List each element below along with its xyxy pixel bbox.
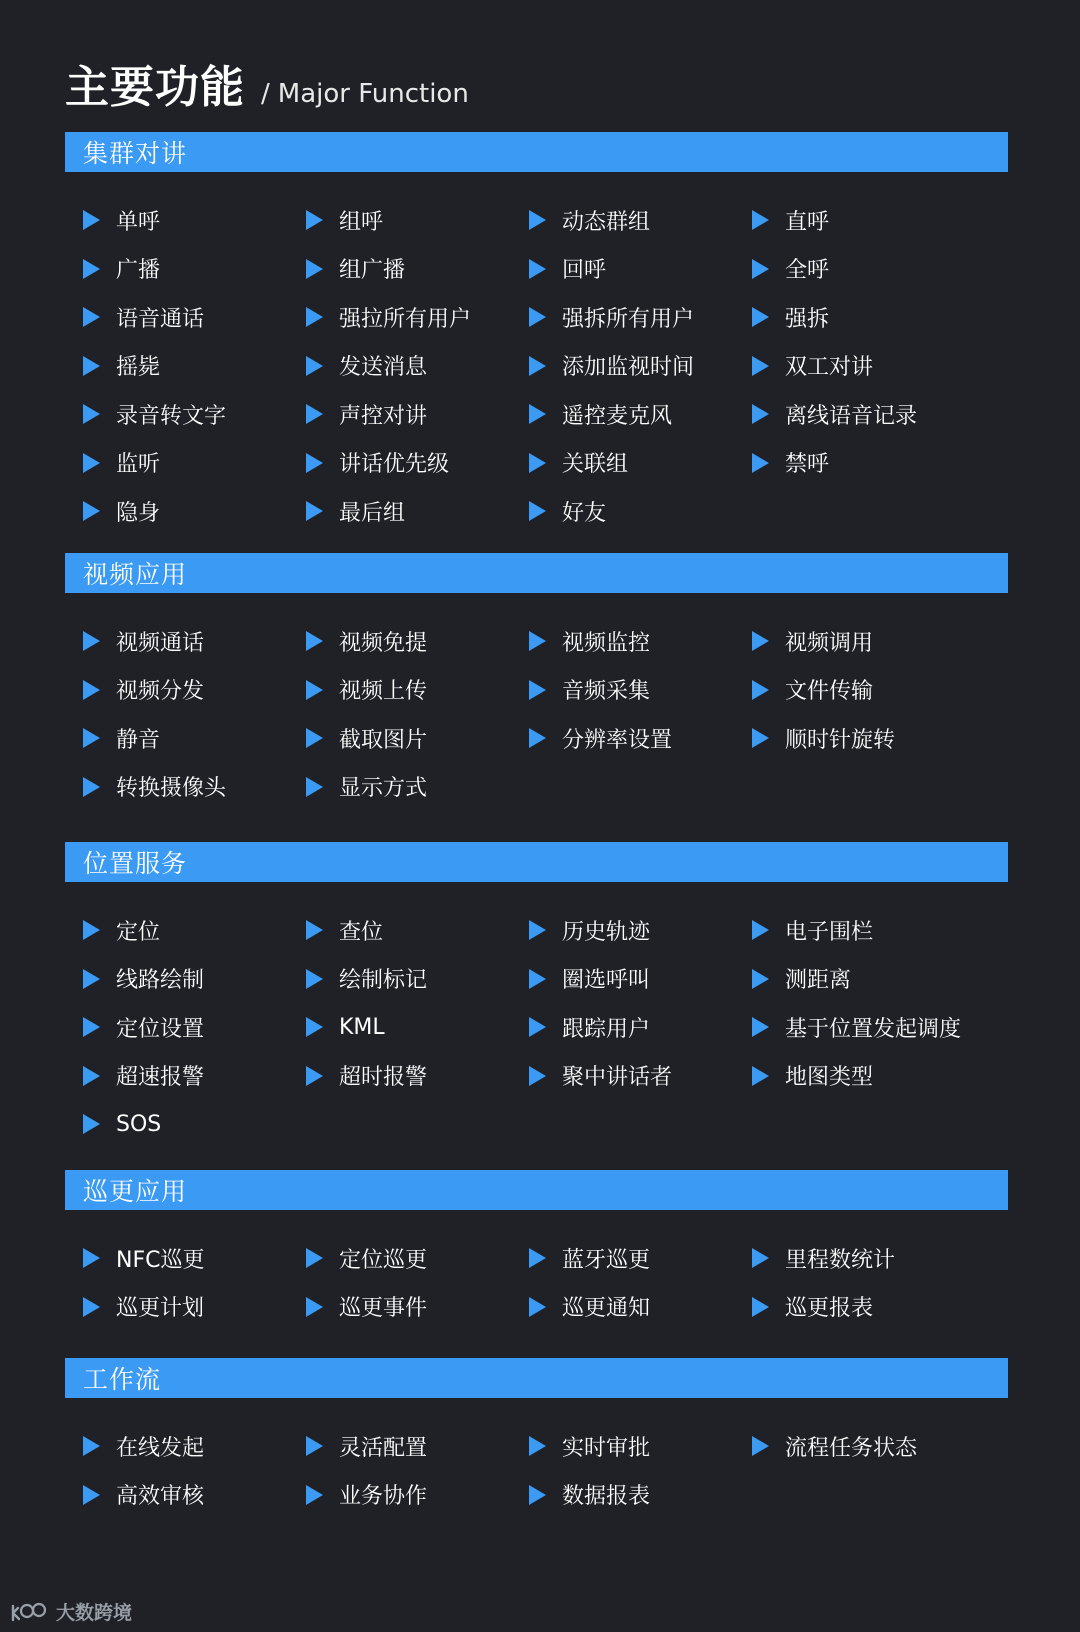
feature-section — [65, 1358, 1008, 1519]
title-separator: / — [261, 79, 270, 109]
feature-section — [65, 132, 1008, 536]
feature-label: 截取图片 — [339, 727, 428, 753]
play-triangle-icon — [83, 404, 100, 424]
feature-label: 动态群组 — [562, 209, 651, 235]
feature-label: 里程数统计 — [785, 1247, 896, 1273]
feature-label: 巡更计划 — [116, 1296, 205, 1322]
feature-item — [306, 487, 529, 536]
play-triangle-icon — [83, 307, 100, 327]
feature-list — [65, 906, 1008, 1149]
play-triangle-icon — [83, 1017, 100, 1037]
feature-item — [306, 666, 529, 715]
feature-label: 定位 — [116, 919, 161, 945]
play-triangle-icon — [529, 1066, 546, 1086]
feature-item — [752, 617, 975, 666]
feature-item — [306, 906, 529, 955]
play-triangle-icon — [83, 631, 100, 651]
feature-label: 基于位置发起调度 — [785, 1016, 962, 1042]
footer-brand-text: 大数跨境 — [56, 1602, 133, 1624]
feature-item — [752, 1283, 975, 1332]
play-triangle-icon — [752, 1017, 769, 1037]
play-triangle-icon — [83, 1114, 100, 1134]
feature-label: 关联组 — [562, 452, 629, 478]
play-triangle-icon — [529, 631, 546, 651]
feature-item — [83, 439, 306, 488]
feature-item — [306, 617, 529, 666]
feature-label: 声控对讲 — [339, 403, 428, 429]
feature-label: 视频通话 — [116, 630, 205, 656]
play-triangle-icon — [752, 728, 769, 748]
feature-item — [529, 1234, 752, 1283]
feature-label: 高效审核 — [116, 1484, 205, 1510]
feature-item — [83, 666, 306, 715]
play-triangle-icon — [306, 404, 323, 424]
play-triangle-icon — [529, 920, 546, 940]
play-triangle-icon — [83, 1485, 100, 1505]
play-triangle-icon — [306, 453, 323, 473]
feature-item — [306, 342, 529, 391]
feature-item — [752, 1003, 975, 1052]
play-triangle-icon — [752, 210, 769, 230]
feature-label: 顺时针旋转 — [785, 727, 896, 753]
feature-list — [65, 617, 1008, 811]
feature-item — [83, 714, 306, 763]
feature-item — [306, 763, 529, 812]
feature-label: 视频监控 — [562, 630, 651, 656]
play-triangle-icon — [529, 210, 546, 230]
feature-label: 定位设置 — [116, 1016, 205, 1042]
play-triangle-icon — [83, 210, 100, 230]
feature-label: 在线发起 — [116, 1435, 205, 1461]
feature-label: 强拆所有用户 — [562, 306, 695, 332]
feature-label: 显示方式 — [339, 776, 428, 802]
feature-label: 添加监视时间 — [562, 355, 695, 381]
play-triangle-icon — [529, 356, 546, 376]
feature-label: 地图类型 — [785, 1065, 874, 1091]
feature-item — [306, 1422, 529, 1471]
play-triangle-icon — [83, 453, 100, 473]
feature-label: 发送消息 — [339, 355, 428, 381]
play-triangle-icon — [306, 680, 323, 700]
feature-item — [529, 906, 752, 955]
feature-label: 视频调用 — [785, 630, 874, 656]
feature-label: 巡更报表 — [785, 1296, 874, 1322]
play-triangle-icon — [306, 356, 323, 376]
feature-label: 直呼 — [785, 209, 830, 235]
feature-label: 监听 — [116, 452, 161, 478]
feature-item — [752, 1052, 975, 1101]
feature-item — [752, 666, 975, 715]
feature-item — [529, 1422, 752, 1471]
feature-item — [83, 1471, 306, 1520]
feature-item — [529, 293, 752, 342]
feature-label: 分辨率设置 — [562, 727, 673, 753]
feature-label: 圈选呼叫 — [562, 968, 651, 994]
feature-item — [752, 196, 975, 245]
feature-item — [752, 714, 975, 763]
feature-label: NFC巡更 — [116, 1247, 205, 1273]
play-triangle-icon — [529, 1485, 546, 1505]
feature-label: 单呼 — [116, 209, 161, 235]
feature-item — [529, 196, 752, 245]
feature-item — [752, 390, 975, 439]
feature-item — [529, 666, 752, 715]
brand-logo-icon — [10, 1600, 50, 1624]
feature-item — [306, 390, 529, 439]
play-triangle-icon — [752, 259, 769, 279]
feature-label: 查位 — [339, 919, 384, 945]
feature-item — [306, 245, 529, 294]
feature-item — [83, 196, 306, 245]
feature-item — [752, 245, 975, 294]
feature-label: 流程任务状态 — [785, 1435, 918, 1461]
play-triangle-icon — [83, 1248, 100, 1268]
feature-label: 摇毙 — [116, 355, 161, 381]
section-title: 集群对讲 — [83, 139, 188, 168]
section-header-bar — [65, 553, 1008, 593]
feature-label: 音频采集 — [562, 679, 651, 705]
feature-item — [306, 1234, 529, 1283]
play-triangle-icon — [306, 1066, 323, 1086]
feature-item — [83, 955, 306, 1004]
page-header — [65, 52, 469, 116]
feature-item — [529, 1471, 752, 1520]
play-triangle-icon — [83, 969, 100, 989]
feature-item — [306, 439, 529, 488]
play-triangle-icon — [83, 680, 100, 700]
feature-label: 聚中讲话者 — [562, 1065, 673, 1091]
feature-item — [83, 293, 306, 342]
feature-label: 历史轨迹 — [562, 919, 651, 945]
feature-label: 蓝牙巡更 — [562, 1247, 651, 1273]
play-triangle-icon — [529, 501, 546, 521]
feature-item — [306, 1283, 529, 1332]
feature-label: 定位巡更 — [339, 1247, 428, 1273]
feature-label: 遥控麦克风 — [562, 403, 673, 429]
feature-item — [529, 390, 752, 439]
feature-label: 文件传输 — [785, 679, 874, 705]
play-triangle-icon — [83, 259, 100, 279]
feature-list — [65, 1422, 1008, 1519]
feature-section — [65, 842, 1008, 1149]
feature-item — [306, 293, 529, 342]
feature-section — [65, 553, 1008, 811]
feature-item — [83, 1234, 306, 1283]
feature-item — [752, 1422, 975, 1471]
play-triangle-icon — [306, 969, 323, 989]
feature-item — [529, 439, 752, 488]
play-triangle-icon — [529, 1017, 546, 1037]
play-triangle-icon — [752, 920, 769, 940]
feature-item — [83, 1100, 306, 1149]
feature-item — [529, 955, 752, 1004]
feature-label: 最后组 — [339, 500, 406, 526]
section-header-bar — [65, 842, 1008, 882]
feature-item — [83, 245, 306, 294]
play-triangle-icon — [529, 969, 546, 989]
play-triangle-icon — [306, 501, 323, 521]
feature-item — [752, 293, 975, 342]
play-triangle-icon — [83, 1297, 100, 1317]
play-triangle-icon — [752, 969, 769, 989]
feature-label: 超速报警 — [116, 1065, 205, 1091]
play-triangle-icon — [83, 777, 100, 797]
feature-item — [752, 906, 975, 955]
feature-item — [306, 714, 529, 763]
play-triangle-icon — [306, 307, 323, 327]
play-triangle-icon — [529, 259, 546, 279]
section-header-bar — [65, 1358, 1008, 1398]
feature-label: 好友 — [562, 500, 607, 526]
feature-item — [83, 906, 306, 955]
feature-label: 超时报警 — [339, 1065, 428, 1091]
play-triangle-icon — [306, 259, 323, 279]
feature-label: 跟踪用户 — [562, 1016, 651, 1042]
page-title: 主要功能 — [65, 62, 245, 113]
play-triangle-icon — [306, 631, 323, 651]
feature-label: 回呼 — [562, 258, 607, 284]
play-triangle-icon — [752, 1066, 769, 1086]
play-triangle-icon — [83, 501, 100, 521]
play-triangle-icon — [529, 1436, 546, 1456]
feature-label: 全呼 — [785, 258, 830, 284]
feature-item — [529, 1283, 752, 1332]
feature-item — [83, 1052, 306, 1101]
play-triangle-icon — [752, 1436, 769, 1456]
feature-item — [529, 714, 752, 763]
feature-item — [529, 342, 752, 391]
play-triangle-icon — [752, 1297, 769, 1317]
feature-list — [65, 1234, 1008, 1331]
feature-label: 数据报表 — [562, 1484, 651, 1510]
feature-label: 组广播 — [339, 258, 406, 284]
feature-item — [306, 1052, 529, 1101]
section-title: 工作流 — [83, 1365, 162, 1394]
play-triangle-icon — [306, 1297, 323, 1317]
play-triangle-icon — [529, 680, 546, 700]
feature-section — [65, 1170, 1008, 1331]
section-title: 视频应用 — [83, 560, 188, 589]
feature-label: 测距离 — [785, 968, 852, 994]
feature-label: 强拉所有用户 — [339, 306, 472, 332]
play-triangle-icon — [83, 1436, 100, 1456]
play-triangle-icon — [529, 307, 546, 327]
feature-item — [752, 955, 975, 1004]
play-triangle-icon — [306, 1248, 323, 1268]
feature-label: 视频分发 — [116, 679, 205, 705]
play-triangle-icon — [306, 210, 323, 230]
feature-label: 离线语音记录 — [785, 403, 918, 429]
feature-item — [306, 1471, 529, 1520]
feature-label: 隐身 — [116, 500, 161, 526]
section-header-bar — [65, 1170, 1008, 1210]
feature-item — [752, 1234, 975, 1283]
play-triangle-icon — [306, 728, 323, 748]
feature-item — [752, 439, 975, 488]
feature-label: 禁呼 — [785, 452, 830, 478]
feature-item — [83, 487, 306, 536]
feature-label: 灵活配置 — [339, 1435, 428, 1461]
feature-item — [83, 1283, 306, 1332]
play-triangle-icon — [529, 728, 546, 748]
feature-list — [65, 196, 1008, 536]
feature-label: 视频免提 — [339, 630, 428, 656]
play-triangle-icon — [306, 920, 323, 940]
play-triangle-icon — [752, 404, 769, 424]
feature-label: 录音转文字 — [116, 403, 227, 429]
feature-label: 绘制标记 — [339, 968, 428, 994]
page-subtitle: Major Function — [277, 79, 469, 109]
play-triangle-icon — [306, 1436, 323, 1456]
play-triangle-icon — [83, 356, 100, 376]
feature-label: 讲话优先级 — [339, 452, 450, 478]
feature-item — [83, 617, 306, 666]
feature-label: 巡更通知 — [562, 1296, 651, 1322]
play-triangle-icon — [306, 1485, 323, 1505]
play-triangle-icon — [83, 728, 100, 748]
feature-item — [752, 342, 975, 391]
feature-item — [529, 487, 752, 536]
feature-label: SOS — [116, 1111, 162, 1137]
feature-label: 强拆 — [785, 306, 830, 332]
play-triangle-icon — [529, 1248, 546, 1268]
play-triangle-icon — [529, 1297, 546, 1317]
feature-label: 视频上传 — [339, 679, 428, 705]
feature-label: KML — [339, 1014, 385, 1040]
feature-label: 语音通话 — [116, 306, 205, 332]
section-title: 巡更应用 — [83, 1177, 188, 1206]
feature-label: 转换摄像头 — [116, 776, 227, 802]
feature-label: 静音 — [116, 727, 161, 753]
feature-item — [83, 1422, 306, 1471]
feature-item — [83, 342, 306, 391]
play-triangle-icon — [83, 920, 100, 940]
feature-item — [529, 1052, 752, 1101]
feature-item — [529, 1003, 752, 1052]
play-triangle-icon — [306, 1017, 323, 1037]
feature-item — [83, 1003, 306, 1052]
play-triangle-icon — [752, 631, 769, 651]
feature-label: 广播 — [116, 258, 161, 284]
feature-label: 业务协作 — [339, 1484, 428, 1510]
play-triangle-icon — [529, 453, 546, 473]
footer-watermark — [10, 1598, 132, 1625]
play-triangle-icon — [752, 1248, 769, 1268]
feature-label: 电子围栏 — [785, 919, 874, 945]
section-header-bar — [65, 132, 1008, 172]
play-triangle-icon — [529, 404, 546, 424]
feature-item — [306, 955, 529, 1004]
feature-item — [529, 245, 752, 294]
feature-label: 线路绘制 — [116, 968, 205, 994]
feature-item — [529, 617, 752, 666]
feature-item — [83, 763, 306, 812]
feature-item — [306, 1003, 529, 1052]
feature-label: 实时审批 — [562, 1435, 651, 1461]
play-triangle-icon — [752, 453, 769, 473]
feature-label: 双工对讲 — [785, 355, 874, 381]
play-triangle-icon — [752, 356, 769, 376]
play-triangle-icon — [306, 777, 323, 797]
feature-item — [306, 196, 529, 245]
feature-label: 巡更事件 — [339, 1296, 428, 1322]
feature-label: 组呼 — [339, 209, 384, 235]
play-triangle-icon — [752, 680, 769, 700]
feature-item — [83, 390, 306, 439]
play-triangle-icon — [752, 307, 769, 327]
section-title: 位置服务 — [83, 849, 188, 878]
play-triangle-icon — [83, 1066, 100, 1086]
